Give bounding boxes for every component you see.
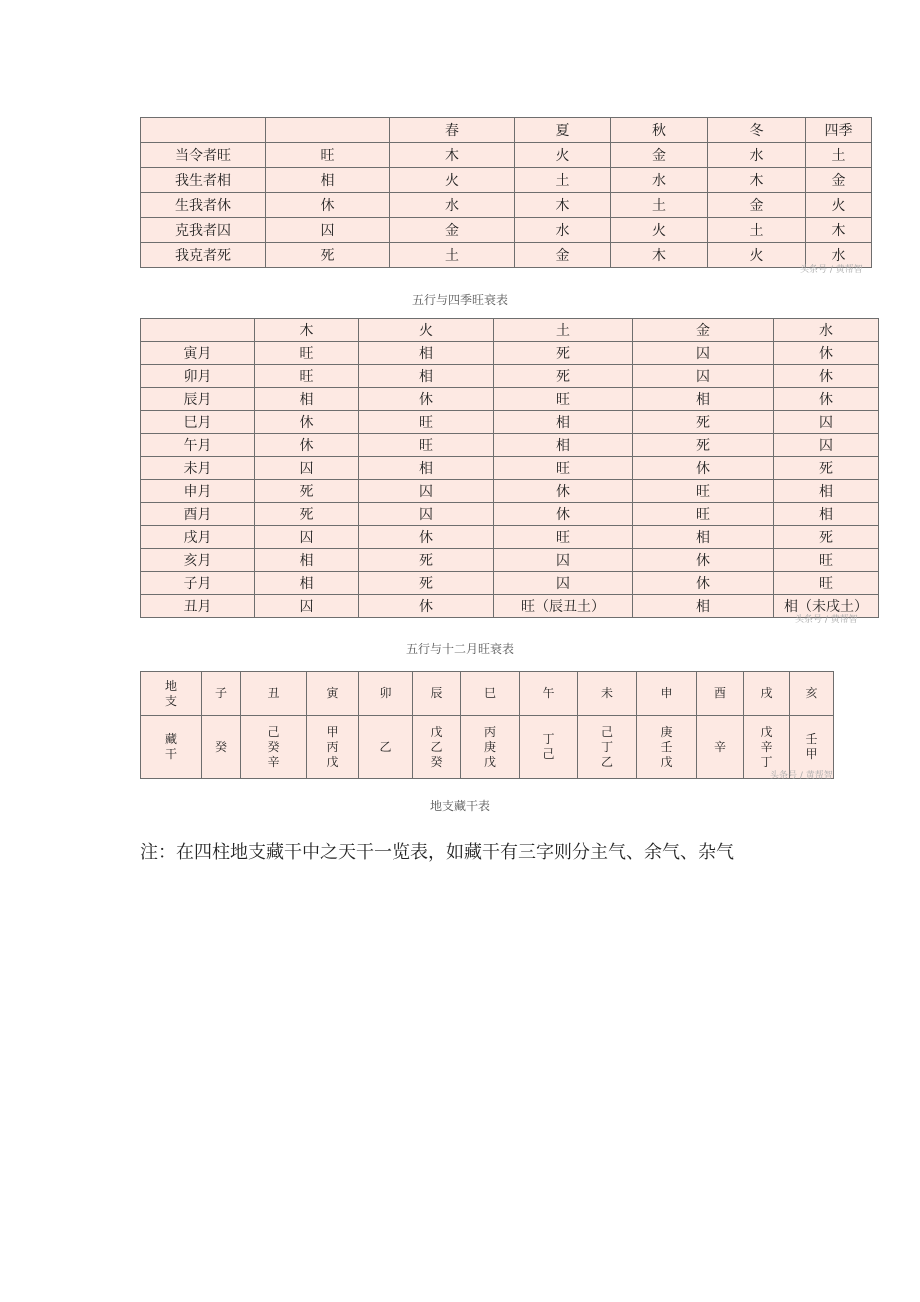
table-row	[141, 388, 879, 411]
header-cell: 火	[359, 319, 494, 342]
table-cell: 相	[255, 549, 359, 572]
table-row	[141, 434, 879, 457]
header-cell: 秋	[611, 118, 708, 143]
table-cell: 相（未戌土）	[774, 595, 879, 618]
table-cell: 火	[611, 218, 708, 243]
table-cell: 火	[806, 193, 872, 218]
header-cell	[266, 118, 390, 143]
table-cell: 囚	[359, 503, 494, 526]
table-cell: 丑月	[141, 595, 255, 618]
table-cell: 囚	[494, 549, 633, 572]
table-cell: 金	[611, 143, 708, 168]
table-cell: 木	[806, 218, 872, 243]
table-cell: 寅月	[141, 342, 255, 365]
hidden-stem-row	[141, 716, 834, 779]
branch-cell: 午	[520, 672, 578, 716]
table-header-row	[141, 319, 879, 342]
table-row	[141, 549, 879, 572]
table-cell: 囚	[255, 526, 359, 549]
watermark: 头条号 / 黄帮智	[800, 265, 863, 275]
watermark: 头条号 / 黄帮智	[770, 771, 833, 781]
table-cell: 死	[255, 480, 359, 503]
table-cell: 死	[494, 342, 633, 365]
table-cell: 旺	[774, 549, 879, 572]
table-cell: 申月	[141, 480, 255, 503]
table-cell: 水	[515, 218, 611, 243]
table-row	[141, 572, 879, 595]
table-cell: 休	[266, 193, 390, 218]
header-cell: 土	[494, 319, 633, 342]
note-text: 注：在四柱地支藏干中之天干一览表，如藏干有三字则分主气、余气、杂气	[140, 842, 734, 863]
table-cell: 木	[515, 193, 611, 218]
table-cell: 相	[494, 411, 633, 434]
table2-caption: 五行与十二月旺衰表	[405, 642, 514, 656]
table-cell: 死	[266, 243, 390, 268]
header-cell: 木	[255, 319, 359, 342]
table-row	[141, 480, 879, 503]
table-row	[141, 218, 872, 243]
table-cell: 相	[359, 342, 494, 365]
table-cell: 戌月	[141, 526, 255, 549]
table-cell: 金	[390, 218, 515, 243]
table-cell: 相	[633, 595, 774, 618]
header-cell: 金	[633, 319, 774, 342]
table-cell: 水	[806, 243, 872, 268]
branch-cell: 卯	[359, 672, 413, 716]
branch-cell: 辰	[413, 672, 461, 716]
table-row	[141, 457, 879, 480]
table-cell: 死	[359, 549, 494, 572]
branch-cell: 巳	[461, 672, 520, 716]
branch-cell: 亥	[790, 672, 834, 716]
table-cell: 相	[359, 457, 494, 480]
table-cell: 相	[774, 503, 879, 526]
branch-row	[141, 672, 834, 716]
table-cell: 土	[806, 143, 872, 168]
table-cell: 休	[633, 549, 774, 572]
table-cell: 子月	[141, 572, 255, 595]
table-cell: 旺	[774, 572, 879, 595]
table-cell: 休	[359, 388, 494, 411]
branch-cell: 戌	[744, 672, 790, 716]
table-cell: 休	[774, 365, 879, 388]
table-cell: 土	[611, 193, 708, 218]
table-row	[141, 143, 872, 168]
table-cell: 午月	[141, 434, 255, 457]
table-cell: 木	[708, 168, 806, 193]
table-cell: 死	[359, 572, 494, 595]
table-cell: 火	[515, 143, 611, 168]
table-cell: 克我者囚	[141, 218, 266, 243]
table-cell: 相	[774, 480, 879, 503]
table-cell: 金	[515, 243, 611, 268]
table-cell: 水	[708, 143, 806, 168]
table-cell: 金	[806, 168, 872, 193]
hidden-stem-cell: 己 癸 辛	[241, 716, 307, 779]
table-cell: 土	[390, 243, 515, 268]
table-cell: 巳月	[141, 411, 255, 434]
table-cell: 休	[774, 342, 879, 365]
table3-caption: 地支藏干表	[429, 799, 490, 813]
table-cell: 旺	[255, 342, 359, 365]
months-strength-table	[140, 318, 879, 618]
table-cell: 囚	[255, 595, 359, 618]
table-cell: 囚	[633, 342, 774, 365]
table-cell: 生我者休	[141, 193, 266, 218]
table-cell: 旺	[359, 411, 494, 434]
header-cell: 四季	[806, 118, 872, 143]
hidden-stem-cell: 丙 庚 戊	[461, 716, 520, 779]
hidden-stem-cell: 己 丁 乙	[578, 716, 637, 779]
hidden-stem-cell: 戊 乙 癸	[413, 716, 461, 779]
table-cell: 旺（辰丑土）	[494, 595, 633, 618]
table-cell: 当令者旺	[141, 143, 266, 168]
branch-cell: 酉	[697, 672, 744, 716]
table-row	[141, 168, 872, 193]
branch-cell: 未	[578, 672, 637, 716]
table-cell: 旺	[494, 457, 633, 480]
table-cell: 旺	[494, 388, 633, 411]
table-row	[141, 243, 872, 268]
table-cell: 死	[633, 411, 774, 434]
table-cell: 水	[390, 193, 515, 218]
table-cell: 休	[774, 388, 879, 411]
table-cell: 我生者相	[141, 168, 266, 193]
table-cell: 休	[359, 595, 494, 618]
header-cell: 冬	[708, 118, 806, 143]
table-cell: 休	[633, 457, 774, 480]
table-cell: 休	[494, 480, 633, 503]
header-cell: 水	[774, 319, 879, 342]
table-cell: 木	[611, 243, 708, 268]
table-cell: 相	[633, 388, 774, 411]
table-row	[141, 595, 879, 618]
table-cell: 死	[774, 526, 879, 549]
table-cell: 休	[359, 526, 494, 549]
table-cell: 旺	[266, 143, 390, 168]
hidden-stem-cell: 癸	[202, 716, 241, 779]
table-cell: 卯月	[141, 365, 255, 388]
table-cell: 土	[708, 218, 806, 243]
header-cell	[141, 118, 266, 143]
table-cell: 旺	[633, 503, 774, 526]
table-cell: 我克者死	[141, 243, 266, 268]
seasons-strength-table	[140, 117, 872, 268]
table-cell: 囚	[359, 480, 494, 503]
hidden-stem-cell: 藏 干	[141, 716, 202, 779]
table-row	[141, 342, 879, 365]
table-row	[141, 193, 872, 218]
hidden-stem-cell: 庚 壬 戊	[637, 716, 697, 779]
table-cell: 金	[708, 193, 806, 218]
table-cell: 相	[266, 168, 390, 193]
hidden-stems-table	[140, 671, 834, 779]
table-cell: 火	[708, 243, 806, 268]
header-cell: 春	[390, 118, 515, 143]
table-cell: 囚	[774, 411, 879, 434]
table-cell: 旺	[255, 365, 359, 388]
table-cell: 相	[255, 388, 359, 411]
table-row	[141, 503, 879, 526]
table-cell: 死	[255, 503, 359, 526]
table-cell: 死	[774, 457, 879, 480]
table-header-row	[141, 118, 872, 143]
branch-cell: 地 支	[141, 672, 202, 716]
table-cell: 木	[390, 143, 515, 168]
branch-cell: 子	[202, 672, 241, 716]
table-row	[141, 526, 879, 549]
table-cell: 相	[494, 434, 633, 457]
table-cell: 旺	[359, 434, 494, 457]
table-cell: 死	[633, 434, 774, 457]
table-cell: 死	[494, 365, 633, 388]
table-cell: 休	[633, 572, 774, 595]
table1-caption: 五行与四季旺衰表	[411, 293, 508, 307]
table-cell: 休	[494, 503, 633, 526]
table-cell: 囚	[774, 434, 879, 457]
hidden-stem-cell: 乙	[359, 716, 413, 779]
table-cell: 未月	[141, 457, 255, 480]
table-cell: 休	[255, 434, 359, 457]
table-cell: 旺	[633, 480, 774, 503]
table-cell: 相	[359, 365, 494, 388]
table-cell: 囚	[266, 218, 390, 243]
hidden-stem-cell: 甲 丙 戊	[307, 716, 359, 779]
table-cell: 火	[390, 168, 515, 193]
table-cell: 辰月	[141, 388, 255, 411]
hidden-stem-cell: 壬 甲	[790, 716, 834, 779]
table-cell: 相	[633, 526, 774, 549]
table-cell: 囚	[494, 572, 633, 595]
table-cell: 土	[515, 168, 611, 193]
table-cell: 相	[255, 572, 359, 595]
watermark: 头条号 / 黄帮智	[795, 615, 858, 625]
branch-cell: 丑	[241, 672, 307, 716]
table-row	[141, 411, 879, 434]
table-row	[141, 365, 879, 388]
table-cell: 酉月	[141, 503, 255, 526]
branch-cell: 寅	[307, 672, 359, 716]
table-cell: 旺	[494, 526, 633, 549]
table-cell: 休	[255, 411, 359, 434]
header-cell	[141, 319, 255, 342]
hidden-stem-cell: 辛	[697, 716, 744, 779]
table-cell: 囚	[633, 365, 774, 388]
hidden-stem-cell: 戊 辛 丁	[744, 716, 790, 779]
hidden-stem-cell: 丁 己	[520, 716, 578, 779]
header-cell: 夏	[515, 118, 611, 143]
table-cell: 水	[611, 168, 708, 193]
table-cell: 囚	[255, 457, 359, 480]
branch-cell: 申	[637, 672, 697, 716]
table-cell: 亥月	[141, 549, 255, 572]
